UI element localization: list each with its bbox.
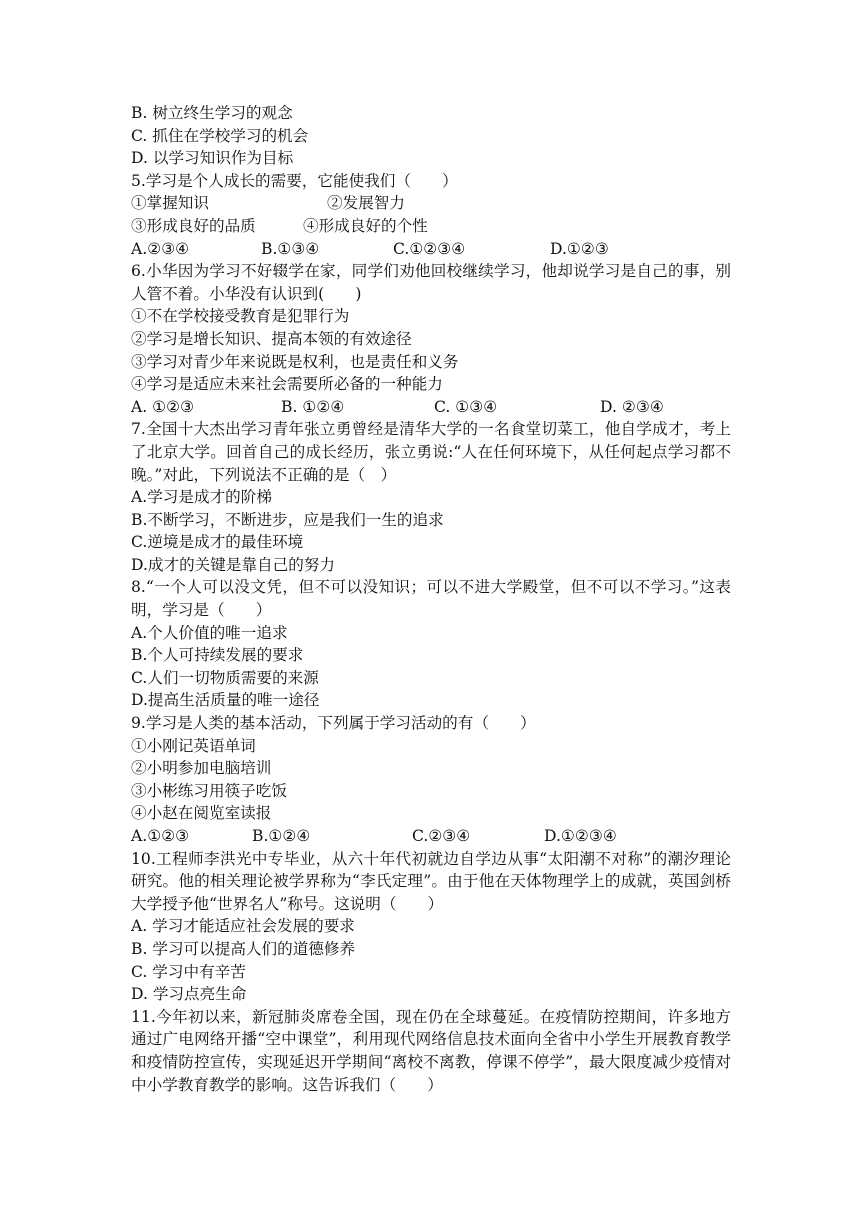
- q6-item-3: ③学习对青少年来说既是权利，也是责任和义务: [131, 352, 459, 371]
- q6-option-c: C. ①③④: [434, 397, 498, 416]
- q9-item-2: ②小明参加电脑培训: [131, 759, 272, 778]
- q8-stem: 8.“一个人可以没文凭，但不可以没知识；可以不进大学殿堂，但不可以不学习。”这表明，学习是（ ）: [131, 578, 731, 620]
- q6-option-b: B. ①②④: [281, 397, 345, 416]
- q5-items-row2: [131, 215, 731, 238]
- q5-item-1: ①掌握知识: [131, 194, 209, 213]
- q9-option-c: C.②③④: [412, 827, 471, 845]
- q9-option-d: D.①②③④: [544, 827, 617, 845]
- q8-option-c: C.人们一切物质需要的来源: [131, 668, 319, 687]
- q9-stem: 9.学习是人类的基本活动，下列属于学习活动的有（ ）: [131, 714, 536, 733]
- q5-items-row1: [131, 192, 731, 215]
- q10-option-a: A. 学习才能适应社会发展的要求: [131, 917, 355, 936]
- q4-option-b: B. 树立终生学习的观念: [131, 104, 293, 122]
- q5-stem: 5.学习是个人成长的需要，它能使我们（ ）: [131, 171, 458, 190]
- q11-stem: 11.今年初以来，新冠肺炎席卷全国，现在仍在全球蔓延。在疫情防控期间，许多地方通过广电网络开播“空中课堂”，利用现代网络信息技术面向全省中小学生开展教育教学和疫情防控宣传，实现延迟开学期间“离校不离教，停课不停学”，最大限度减少疫情对中小学教育教学的影响。这告诉我们（ ）: [131, 1007, 731, 1094]
- q7-stem: 7.全国十大杰出学习青年张立勇曾经是清华大学的一名食堂切菜工，他自学成才，考上了北京大学。回首自己的成长经历，张立勇说:“人在任何环境下，从任何起点学习都不晚。”对此，下列说法不正确的是（ ）: [131, 420, 731, 484]
- q7-option-c: C.逆境是成才的最佳环境: [131, 533, 304, 552]
- q10-option-d: D. 学习点亮生命: [131, 985, 247, 1004]
- q9-option-b: B.①②④: [252, 827, 311, 845]
- exam-page: [131, 102, 731, 1096]
- q6-item-4: ④学习是适应未来社会需要所必备的一种能力: [131, 375, 443, 394]
- q4-option-c: C. 抓住在学校学习的机会: [131, 126, 309, 145]
- q6-options: [131, 396, 731, 419]
- q6-option-a: A. ①②③: [131, 397, 195, 416]
- q8-option-a: A.个人价值的唯一追求: [131, 623, 288, 642]
- q7-option-b: B.不断学习，不断进步，应是我们一生的追求: [131, 510, 444, 529]
- q8-option-b: B.个人可持续发展的要求: [131, 646, 304, 665]
- q8-option-d: D.提高生活质量的唯一途径: [131, 691, 320, 710]
- q9-option-a: A.①②③: [131, 827, 190, 845]
- q10-option-b: B. 学习可以提高人们的道德修养: [131, 939, 356, 958]
- q9-item-1: ①小刚记英语单词: [131, 736, 256, 755]
- q5-option-a: A.②③④: [131, 239, 190, 258]
- q7-option-d: D.成才的关键是靠自己的努力: [131, 555, 336, 574]
- q10-option-c: C. 学习中有辛苦: [131, 962, 246, 981]
- q5-option-d: D.①②③: [550, 239, 609, 258]
- q4-option-d: D. 以学习知识作为目标: [131, 149, 294, 168]
- q9-options: [131, 825, 731, 848]
- q6-stem: 6.小华因为学习不好辍学在家，同学们劝他回校继续学习，他却说学习是自己的事，别人管不着。小华没有认识到( ): [131, 262, 731, 303]
- q6-item-2: ②学习是增长知识、提高本领的有效途径: [131, 329, 412, 348]
- q5-item-3: ③形成良好的品质: [131, 216, 256, 235]
- q5-options: [131, 238, 731, 261]
- q6-option-d: D. ②③④: [600, 397, 664, 416]
- q7-option-a: A.学习是成才的阶梯: [131, 488, 272, 507]
- q9-item-4: ④小赵在阅览室读报: [131, 804, 272, 823]
- q5-option-b: B.①③④: [261, 239, 320, 258]
- q5-item-2: ②发展智力: [327, 194, 405, 213]
- q5-option-c: C.①②③④: [393, 239, 466, 258]
- q6-item-1: ①不在学校接受教育是犯罪行为: [131, 307, 350, 326]
- q9-item-3: ③小彬练习用筷子吃饭: [131, 781, 287, 800]
- q10-stem: 10.工程师李洪光中专毕业，从六十年代初就边自学边从事“太阳潮不对称”的潮汐理论研究。他的相关理论被学界称为“李氏定理”。由于他在天体物理学上的成就，英国剑桥大学授予他“世界名人”称号。这说明（ ）: [131, 849, 731, 913]
- q5-item-4: ④形成良好的个性: [303, 216, 428, 235]
